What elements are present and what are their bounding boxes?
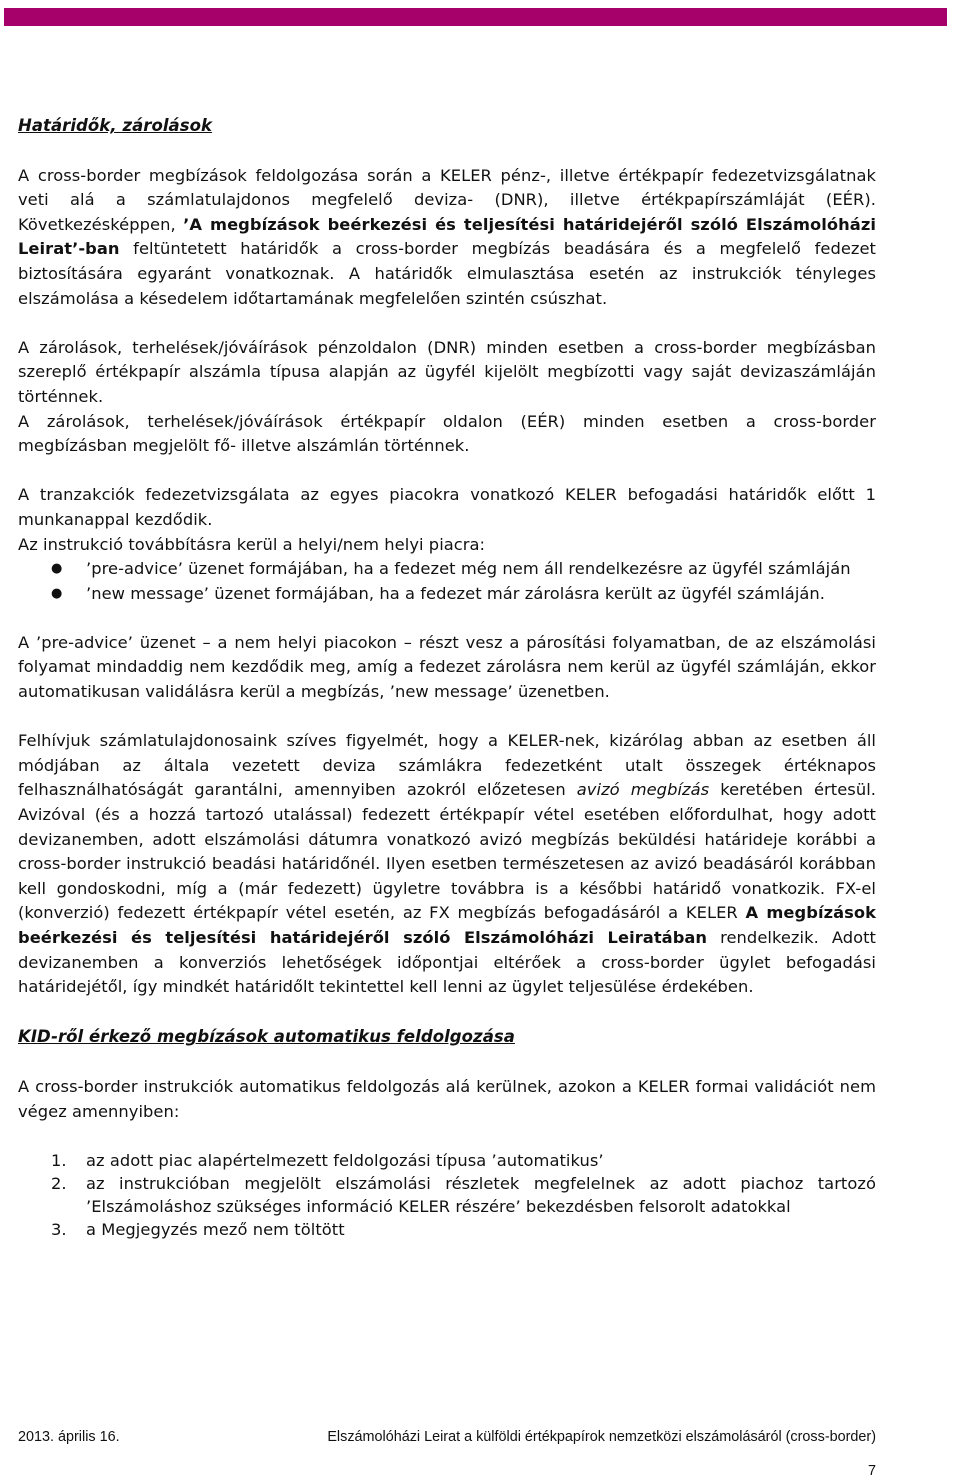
page-content — [18, 113, 876, 1241]
paragraph — [18, 1075, 876, 1124]
text-run: rendelkezik. Adott devizanemben a konverziós lehetőségek időpontjai eltérőek a cross-border ügylet befogadási határidejétől, így mindkét határidőlt tekintettel kell lenni az ügylet teljesülése érdekében. — [18, 928, 876, 997]
paragraph — [18, 533, 876, 558]
text-run: feltüntetett határidők a cross-border megbízás beadására és a megfelelő fedezet biztosítására egyaránt vonatkoznak. A határidők elmulasztása esetén az instrukciók tényleges elszámolása a késedelem időtartamának megfelelően szintén csúszhat. — [18, 239, 876, 308]
bullet-icon: ● — [51, 561, 63, 577]
text-run: A zárolások, terhelések/jóváírások pénzoldalon (DNR) minden esetben a cross-border megbízásban szereplő értékpapír alszámla típusa alapján az ügyfél kijelölt megbízotti vagy saját devizaszámláján történnek. — [18, 337, 876, 406]
list-item: ● ’new message’ üzenet formájában, ha a fedezet már zárolásra került az ügyfél számláján. — [18, 582, 876, 607]
numbered-list — [18, 1149, 876, 1241]
text-run: A zárolások, terhelések/jóváírások értékpapír oldalon (EÉR) minden esetben a cross-border megbízásban megjelölt fő- illetve alszámlán történnek. — [18, 411, 876, 456]
paragraph — [18, 631, 876, 705]
text-run: A megbízások beérkezési és teljesítési határidejéről szóló Elszámolóházi Leiratában — [18, 903, 876, 947]
bullet-list — [18, 557, 876, 606]
page-number: 7 — [867, 1463, 876, 1479]
footer-document-title: Elszámolóházi Leirat a külföldi értékpapírok nemzetközi elszámolásáról (cross-border) — [327, 1429, 876, 1445]
header-accent-bar — [4, 8, 947, 26]
text-run: ’A megbízások beérkezési és teljesítési határidejéről szóló Elszámolóházi Leirat’-ban — [18, 214, 876, 259]
text-run: A ’pre-advice’ üzenet – a nem helyi piacokon – részt vesz a párosítási folyamatban, de az elszámolási folyamat mindaddig nem kezdődik meg, amíg a fedezet zárolásra nem kerül az ügyfél számláján, ekkor automatikusan validálásra kerül a megbízás, ’new message’ üzenetben. — [18, 632, 876, 702]
footer-date: 2013. április 16. — [18, 1429, 120, 1445]
section-title-deadlines: Határidők, zárolások — [18, 116, 213, 135]
text-run: A cross-border instrukciók automatikus feldolgozás alá kerülnek, azokon a KELER formai validációt nem végez amennyiben: — [18, 1076, 876, 1121]
list-item: ● ’pre-advice’ üzenet formájában, ha a fedezet még nem áll rendelkezésre az ügyfél számláján — [18, 557, 876, 582]
text-run: avizó megbízás — [576, 780, 710, 800]
section-title-kid-processing: KID-ről érkező megbízások automatikus feldolgozása — [18, 1027, 515, 1047]
list-item: 2. az instrukcióban megjelölt elszámolási részletek megfelelnek az adott piachoz tartozó ’Elszámoláshoz szükséges információ KELER részére’ bekezdésben felsorolt adatokkal — [51, 1173, 876, 1216]
text-run: A cross-border megbízások feldolgozása során a KELER pénz-, illetve értékpapír fedezetvizsgálatnak veti alá a számlatulajdonos megfelelő deviza- (DNR), illetve értékpapírszámláját (EÉR). Következésképpen, — [18, 165, 876, 234]
paragraph — [18, 483, 876, 532]
text-run: Az instrukció továbbításra kerül a helyi/nem helyi piacra: — [18, 534, 486, 554]
paragraph — [18, 336, 876, 410]
list-item: 3. a Megjegyzés mező nem töltött — [51, 1219, 345, 1239]
text-run: Felhívjuk számlatulajdonosaink szíves figyelmét, hogy a KELER-nek, kizárólag abban az esetben áll módjában az általa vezetett deviza számlákra fedezetként utalt összegek értéknapos felhasználhatóságát garantálni, amennyiben azokról előzetesen — [18, 731, 876, 800]
list-item: 1. az adott piac alapértelmezett feldolgozási típusa ’automatikus’ — [51, 1150, 604, 1170]
bullet-icon: ● — [51, 585, 63, 601]
paragraph — [18, 164, 876, 312]
paragraph — [18, 410, 876, 459]
paragraph — [18, 729, 876, 1000]
text-run: A tranzakciók fedezetvizsgálata az egyes piacokra vonatkozó KELER befogadási határidők előtt 1 munkanappal kezdődik. — [18, 485, 876, 529]
text-run: keretében értesül. Avizóval (és a hozzá tartozó utalással) fedezett értékpapír vétel esetében előfordulhat, hogy adott devizanemben, adott elszámolási dátumra vonatkozó avizó megbízás beküldési határideje korábbi a cross-border instrukció beadási határidőnél. Ilyen esetben természetesen az avizó beadásáról korábban kell gondoskodni, míg a (már fedezett) ügyletre továbbra is a későbbi határidő vonatkozik. FX-el (konverzió) fedezett értékpapír vétel esetén, az FX megbízás befogadásáról a KELER — [18, 780, 877, 923]
